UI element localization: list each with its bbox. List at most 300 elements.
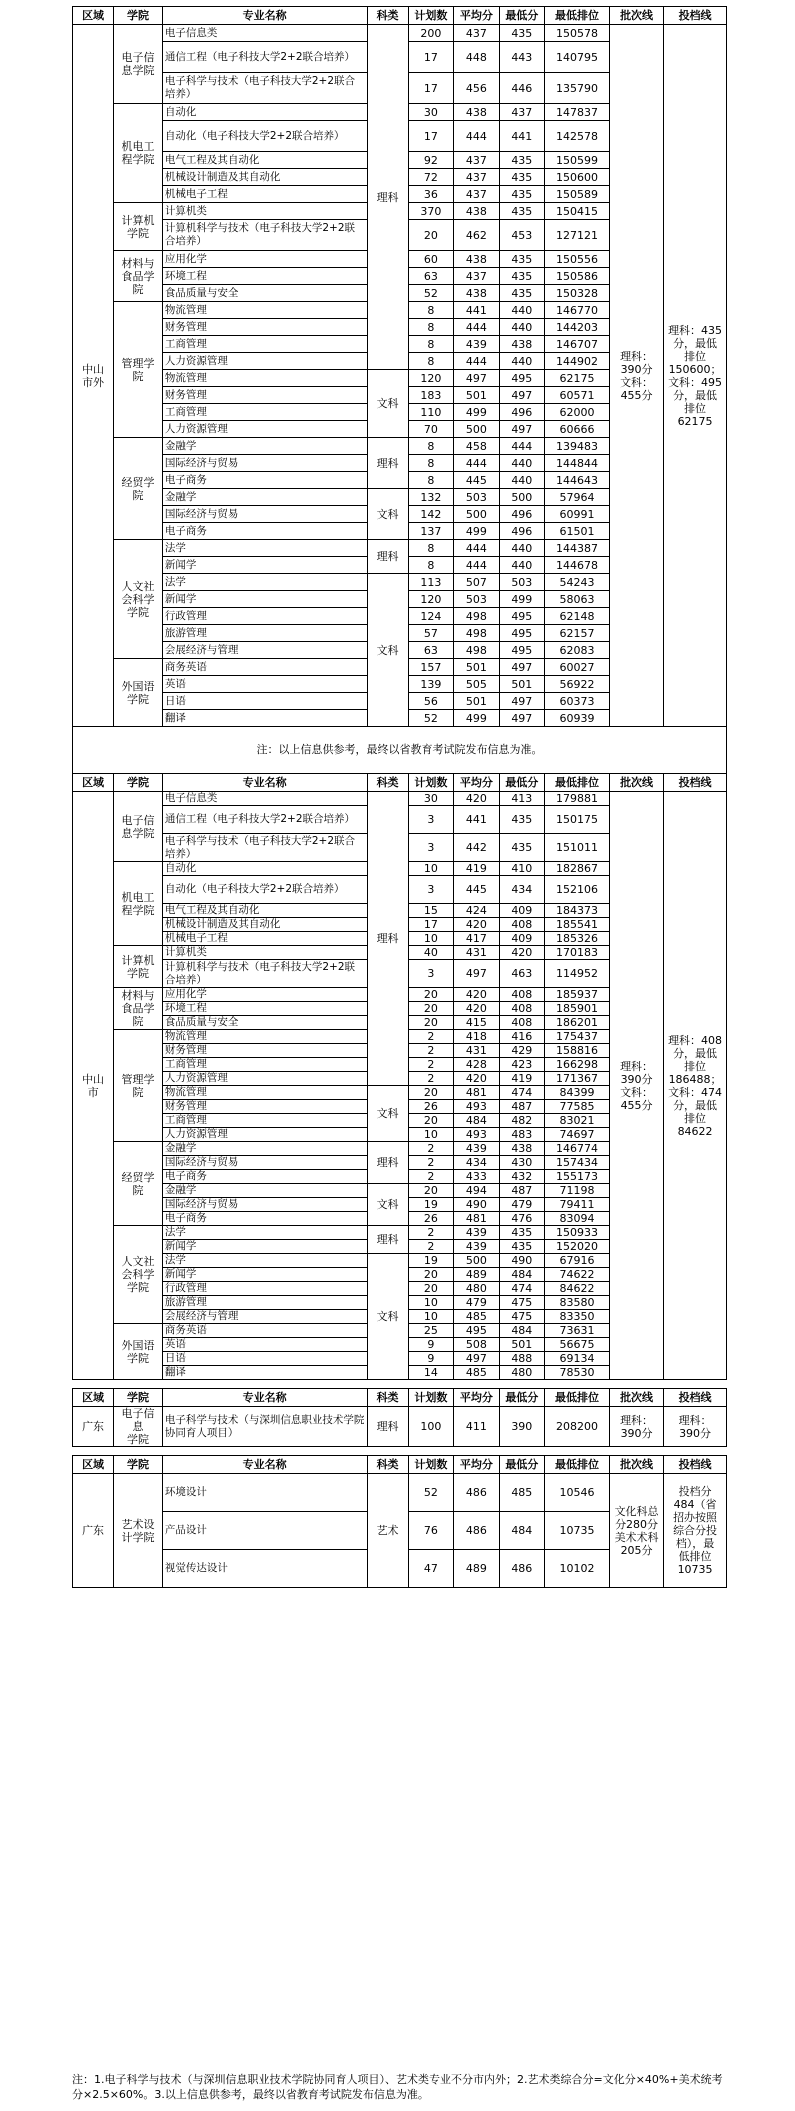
major-cell: 翻译	[162, 710, 367, 727]
major-cell: 视觉传达设计	[162, 1550, 367, 1588]
value-cell: 158816	[545, 1044, 610, 1058]
value-cell: 448	[454, 42, 499, 73]
value-cell: 495	[499, 642, 544, 659]
header-cell: 最低排位	[545, 7, 610, 25]
major-cell: 新闻学	[162, 591, 367, 608]
value-cell: 438	[499, 336, 544, 353]
major-cell: 国际经济与贸易	[162, 1156, 367, 1170]
value-cell: 408	[499, 918, 544, 932]
value-cell: 438	[454, 203, 499, 220]
value-cell: 501	[454, 387, 499, 404]
major-cell: 行政管理	[162, 1282, 367, 1296]
value-cell: 175437	[545, 1030, 610, 1044]
header-row	[73, 1456, 727, 1474]
value-cell: 17	[408, 73, 453, 104]
value-cell: 501	[499, 676, 544, 693]
value-cell: 8	[408, 472, 453, 489]
value-cell: 185937	[545, 988, 610, 1002]
value-cell: 475	[499, 1296, 544, 1310]
value-cell: 3	[408, 960, 453, 988]
value-cell: 429	[499, 1044, 544, 1058]
major-cell: 日语	[162, 693, 367, 710]
major-cell: 计算机科学与技术（电子科技大学2+2联合培养）	[162, 960, 367, 988]
value-cell: 440	[499, 557, 544, 574]
value-cell: 83580	[545, 1296, 610, 1310]
header-cell: 科类	[367, 1389, 408, 1407]
value-cell: 420	[454, 988, 499, 1002]
value-cell: 420	[454, 1072, 499, 1086]
kelei-cell: 理科	[367, 540, 408, 574]
value-cell: 2	[408, 1072, 453, 1086]
value-cell: 74697	[545, 1128, 610, 1142]
value-cell: 30	[408, 792, 453, 806]
value-cell: 137	[408, 523, 453, 540]
value-cell: 150415	[545, 203, 610, 220]
value-cell: 78530	[545, 1366, 610, 1380]
major-cell: 电子科学与技术（与深圳信息职业技术学院协同育人项目）	[162, 1407, 367, 1447]
value-cell: 439	[454, 336, 499, 353]
value-cell: 135790	[545, 73, 610, 104]
value-cell: 482	[499, 1114, 544, 1128]
value-cell: 47	[408, 1550, 453, 1588]
value-cell: 440	[499, 540, 544, 557]
major-cell: 法学	[162, 540, 367, 557]
value-cell: 77585	[545, 1100, 610, 1114]
value-cell: 20	[408, 1184, 453, 1198]
value-cell: 8	[408, 336, 453, 353]
value-cell: 501	[499, 1338, 544, 1352]
value-cell: 179881	[545, 792, 610, 806]
major-cell: 会展经济与管理	[162, 642, 367, 659]
value-cell: 486	[454, 1474, 499, 1512]
value-cell: 144902	[545, 353, 610, 370]
value-cell: 435	[499, 251, 544, 268]
value-cell: 435	[499, 25, 544, 42]
value-cell: 60571	[545, 387, 610, 404]
value-cell: 444	[454, 353, 499, 370]
value-cell: 10	[408, 1128, 453, 1142]
value-cell: 8	[408, 353, 453, 370]
value-cell: 150600	[545, 169, 610, 186]
value-cell: 150599	[545, 152, 610, 169]
value-cell: 497	[454, 960, 499, 988]
major-cell: 金融学	[162, 489, 367, 506]
header-cell: 计划数	[408, 7, 453, 25]
major-cell: 工商管理	[162, 336, 367, 353]
major-cell: 电子信息类	[162, 25, 367, 42]
value-cell: 497	[454, 370, 499, 387]
value-cell: 57	[408, 625, 453, 642]
value-cell: 485	[454, 1310, 499, 1324]
kelei-cell: 理科	[367, 1226, 408, 1254]
value-cell: 150556	[545, 251, 610, 268]
major-cell: 旅游管理	[162, 625, 367, 642]
value-cell: 84622	[545, 1282, 610, 1296]
value-cell: 487	[499, 1184, 544, 1198]
value-cell: 501	[454, 659, 499, 676]
header-cell: 专业名称	[162, 1389, 367, 1407]
value-cell: 439	[454, 1240, 499, 1254]
header-cell: 专业名称	[162, 7, 367, 25]
table-row	[73, 25, 727, 42]
college-cell: 机电工 程学院	[114, 104, 163, 203]
value-cell: 200	[408, 25, 453, 42]
college-cell: 计算机 学院	[114, 203, 163, 251]
header-cell: 专业名称	[162, 774, 367, 792]
region-cell: 广东	[73, 1407, 114, 1447]
major-cell: 计算机类	[162, 203, 367, 220]
value-cell: 8	[408, 438, 453, 455]
college-cell: 电子信 息学院	[114, 25, 163, 104]
value-cell: 435	[499, 268, 544, 285]
value-cell: 435	[499, 834, 544, 862]
major-cell: 机械设计制造及其自动化	[162, 918, 367, 932]
note-1: 注：以上信息供参考，最终以省教育考试院发布信息为准。	[72, 727, 727, 773]
header-cell: 计划数	[408, 1456, 453, 1474]
value-cell: 500	[454, 506, 499, 523]
major-cell: 新闻学	[162, 557, 367, 574]
value-cell: 186201	[545, 1016, 610, 1030]
value-cell: 495	[499, 608, 544, 625]
value-cell: 152106	[545, 876, 610, 904]
table-art	[72, 1455, 727, 1588]
value-cell: 481	[454, 1212, 499, 1226]
major-cell: 自动化	[162, 862, 367, 876]
value-cell: 435	[499, 169, 544, 186]
value-cell: 444	[499, 438, 544, 455]
major-cell: 人力资源管理	[162, 353, 367, 370]
value-cell: 60991	[545, 506, 610, 523]
value-cell: 419	[454, 862, 499, 876]
major-cell: 电子科学与技术（电子科技大学2+2联合培养）	[162, 73, 367, 104]
value-cell: 147837	[545, 104, 610, 121]
admission-sheet	[72, 6, 727, 1588]
college-cell: 外国语 学院	[114, 1324, 163, 1380]
value-cell: 480	[454, 1282, 499, 1296]
kelei-cell: 文科	[367, 574, 408, 727]
college-cell: 管理学 院	[114, 302, 163, 438]
college-cell: 电子信息 学院	[114, 1407, 163, 1447]
value-cell: 73631	[545, 1324, 610, 1338]
value-cell: 139	[408, 676, 453, 693]
value-cell: 17	[408, 121, 453, 152]
value-cell: 505	[454, 676, 499, 693]
value-cell: 444	[454, 557, 499, 574]
header-row	[73, 774, 727, 792]
value-cell: 438	[499, 1142, 544, 1156]
value-cell: 2	[408, 1170, 453, 1184]
value-cell: 20	[408, 1086, 453, 1100]
major-cell: 工商管理	[162, 404, 367, 421]
major-cell: 英语	[162, 676, 367, 693]
value-cell: 83021	[545, 1114, 610, 1128]
value-cell: 442	[454, 834, 499, 862]
value-cell: 60	[408, 251, 453, 268]
major-cell: 财务管理	[162, 319, 367, 336]
kelei-cell: 文科	[367, 489, 408, 540]
major-cell: 法学	[162, 1226, 367, 1240]
value-cell: 114952	[545, 960, 610, 988]
value-cell: 488	[499, 1352, 544, 1366]
value-cell: 120	[408, 591, 453, 608]
batch-line-cell: 理科： 390分	[610, 1407, 664, 1447]
major-cell: 电气工程及其自动化	[162, 904, 367, 918]
value-cell: 79411	[545, 1198, 610, 1212]
value-cell: 444	[454, 121, 499, 152]
value-cell: 40	[408, 946, 453, 960]
value-cell: 110	[408, 404, 453, 421]
major-cell: 自动化	[162, 104, 367, 121]
header-cell: 批次线	[610, 1456, 664, 1474]
value-cell: 146707	[545, 336, 610, 353]
value-cell: 10	[408, 932, 453, 946]
value-cell: 474	[499, 1282, 544, 1296]
value-cell: 14	[408, 1366, 453, 1380]
header-cell: 学院	[114, 774, 163, 792]
value-cell: 481	[454, 1086, 499, 1100]
region-cell: 广东	[73, 1474, 114, 1588]
value-cell: 144643	[545, 472, 610, 489]
value-cell: 62000	[545, 404, 610, 421]
value-cell: 435	[499, 806, 544, 834]
value-cell: 484	[454, 1114, 499, 1128]
major-cell: 通信工程（电子科技大学2+2联合培养）	[162, 806, 367, 834]
major-cell: 法学	[162, 574, 367, 591]
value-cell: 484	[499, 1324, 544, 1338]
value-cell: 20	[408, 1282, 453, 1296]
value-cell: 500	[454, 1254, 499, 1268]
college-cell: 经贸学 院	[114, 1142, 163, 1226]
value-cell: 496	[499, 506, 544, 523]
major-cell: 财务管理	[162, 1100, 367, 1114]
value-cell: 486	[499, 1550, 544, 1588]
value-cell: 433	[454, 1170, 499, 1184]
major-cell: 行政管理	[162, 608, 367, 625]
value-cell: 139483	[545, 438, 610, 455]
major-cell: 国际经济与贸易	[162, 1198, 367, 1212]
value-cell: 437	[499, 104, 544, 121]
value-cell: 444	[454, 540, 499, 557]
value-cell: 446	[499, 73, 544, 104]
value-cell: 19	[408, 1198, 453, 1212]
major-cell: 会展经济与管理	[162, 1310, 367, 1324]
header-cell: 批次线	[610, 7, 664, 25]
value-cell: 140795	[545, 42, 610, 73]
header-cell: 最低排位	[545, 774, 610, 792]
value-cell: 84399	[545, 1086, 610, 1100]
toudang-cell: 理科：408 分，最低 排位 186488； 文科：474 分，最低 排位 84622	[664, 792, 727, 1380]
table-row	[73, 1407, 727, 1447]
value-cell: 499	[454, 523, 499, 540]
value-cell: 26	[408, 1212, 453, 1226]
value-cell: 20	[408, 1114, 453, 1128]
value-cell: 499	[454, 710, 499, 727]
value-cell: 484	[499, 1512, 544, 1550]
header-cell: 最低排位	[545, 1389, 610, 1407]
value-cell: 63	[408, 268, 453, 285]
kelei-cell: 理科	[367, 438, 408, 489]
batch-line-cell: 理科： 390分 文科： 455分	[610, 25, 664, 727]
value-cell: 462	[454, 220, 499, 251]
value-cell: 150175	[545, 806, 610, 834]
major-cell: 金融学	[162, 438, 367, 455]
kelei-cell: 理科	[367, 1142, 408, 1184]
kelei-cell: 理科	[367, 25, 408, 370]
value-cell: 2	[408, 1044, 453, 1058]
header-cell: 科类	[367, 774, 408, 792]
value-cell: 463	[499, 960, 544, 988]
value-cell: 183	[408, 387, 453, 404]
college-cell: 计算机 学院	[114, 946, 163, 988]
major-cell: 电子商务	[162, 1170, 367, 1184]
value-cell: 2	[408, 1058, 453, 1072]
value-cell: 444	[454, 455, 499, 472]
value-cell: 497	[499, 710, 544, 727]
value-cell: 20	[408, 220, 453, 251]
major-cell: 英语	[162, 1338, 367, 1352]
value-cell: 487	[499, 1100, 544, 1114]
value-cell: 10	[408, 1296, 453, 1310]
value-cell: 489	[454, 1268, 499, 1282]
major-cell: 电子商务	[162, 523, 367, 540]
major-cell: 旅游管理	[162, 1296, 367, 1310]
major-cell: 人力资源管理	[162, 1128, 367, 1142]
value-cell: 440	[499, 353, 544, 370]
value-cell: 495	[454, 1324, 499, 1338]
value-cell: 431	[454, 946, 499, 960]
header-cell: 计划数	[408, 774, 453, 792]
value-cell: 408	[499, 1002, 544, 1016]
value-cell: 439	[454, 1226, 499, 1240]
major-cell: 电子商务	[162, 472, 367, 489]
value-cell: 20	[408, 988, 453, 1002]
value-cell: 144387	[545, 540, 610, 557]
major-cell: 财务管理	[162, 387, 367, 404]
value-cell: 503	[454, 591, 499, 608]
header-cell: 批次线	[610, 774, 664, 792]
value-cell: 503	[499, 574, 544, 591]
major-cell: 食品质量与安全	[162, 285, 367, 302]
value-cell: 497	[454, 1352, 499, 1366]
major-cell: 新闻学	[162, 1268, 367, 1282]
value-cell: 440	[499, 455, 544, 472]
value-cell: 417	[454, 932, 499, 946]
value-cell: 62083	[545, 642, 610, 659]
toudang-cell: 理科：435 分，最低 排位 150600； 文科：495 分，最低 排位 62175	[664, 25, 727, 727]
value-cell: 20	[408, 1002, 453, 1016]
batch-line-cell: 文化科总 分280分 美术术科 205分	[610, 1474, 664, 1588]
value-cell: 496	[499, 404, 544, 421]
value-cell: 456	[454, 73, 499, 104]
value-cell: 485	[454, 1366, 499, 1380]
header-cell: 最低分	[499, 7, 544, 25]
kelei-cell: 理科	[367, 1407, 408, 1447]
value-cell: 453	[499, 220, 544, 251]
value-cell: 146774	[545, 1142, 610, 1156]
major-cell: 新闻学	[162, 1240, 367, 1254]
value-cell: 150578	[545, 25, 610, 42]
value-cell: 415	[454, 1016, 499, 1030]
value-cell: 445	[454, 876, 499, 904]
major-cell: 应用化学	[162, 988, 367, 1002]
value-cell: 127121	[545, 220, 610, 251]
value-cell: 113	[408, 574, 453, 591]
value-cell: 67916	[545, 1254, 610, 1268]
value-cell: 150933	[545, 1226, 610, 1240]
value-cell: 441	[499, 121, 544, 152]
value-cell: 185541	[545, 918, 610, 932]
major-cell: 计算机科学与技术（电子科技大学2+2联合培养）	[162, 220, 367, 251]
value-cell: 184373	[545, 904, 610, 918]
value-cell: 503	[454, 489, 499, 506]
kelei-cell: 文科	[367, 370, 408, 438]
header-cell: 学院	[114, 1389, 163, 1407]
value-cell: 440	[499, 472, 544, 489]
value-cell: 60666	[545, 421, 610, 438]
college-cell: 材料与 食品学 院	[114, 251, 163, 302]
value-cell: 497	[499, 693, 544, 710]
value-cell: 390	[499, 1407, 544, 1447]
value-cell: 8	[408, 557, 453, 574]
value-cell: 10102	[545, 1550, 610, 1588]
header-cell: 平均分	[454, 1389, 499, 1407]
toudang-cell: 投档分 484（省 招办按照 综合分投 档），最 低排位 10735	[664, 1474, 727, 1588]
value-cell: 441	[454, 806, 499, 834]
value-cell: 185901	[545, 1002, 610, 1016]
value-cell: 475	[499, 1310, 544, 1324]
header-cell: 投档线	[664, 774, 727, 792]
value-cell: 142578	[545, 121, 610, 152]
value-cell: 440	[499, 302, 544, 319]
header-cell: 学院	[114, 7, 163, 25]
value-cell: 52	[408, 285, 453, 302]
header-cell: 平均分	[454, 774, 499, 792]
value-cell: 185326	[545, 932, 610, 946]
header-cell: 最低分	[499, 1389, 544, 1407]
value-cell: 496	[499, 523, 544, 540]
value-cell: 3	[408, 834, 453, 862]
major-cell: 国际经济与贸易	[162, 506, 367, 523]
value-cell: 83350	[545, 1310, 610, 1324]
header-cell: 投档线	[664, 1456, 727, 1474]
value-cell: 428	[454, 1058, 499, 1072]
value-cell: 411	[454, 1407, 499, 1447]
major-cell: 金融学	[162, 1142, 367, 1156]
value-cell: 120	[408, 370, 453, 387]
value-cell: 443	[499, 42, 544, 73]
value-cell: 2	[408, 1226, 453, 1240]
value-cell: 485	[499, 1474, 544, 1512]
major-cell: 金融学	[162, 1184, 367, 1198]
value-cell: 435	[499, 186, 544, 203]
value-cell: 19	[408, 1254, 453, 1268]
major-cell: 通信工程（电子科技大学2+2联合培养）	[162, 42, 367, 73]
value-cell: 132	[408, 489, 453, 506]
value-cell: 419	[499, 1072, 544, 1086]
value-cell: 420	[454, 1002, 499, 1016]
value-cell: 151011	[545, 834, 610, 862]
value-cell: 494	[454, 1184, 499, 1198]
major-cell: 自动化（电子科技大学2+2联合培养）	[162, 876, 367, 904]
value-cell: 56922	[545, 676, 610, 693]
major-cell: 国际经济与贸易	[162, 455, 367, 472]
value-cell: 497	[499, 387, 544, 404]
value-cell: 70	[408, 421, 453, 438]
value-cell: 430	[499, 1156, 544, 1170]
value-cell: 157	[408, 659, 453, 676]
value-cell: 413	[499, 792, 544, 806]
value-cell: 490	[454, 1198, 499, 1212]
